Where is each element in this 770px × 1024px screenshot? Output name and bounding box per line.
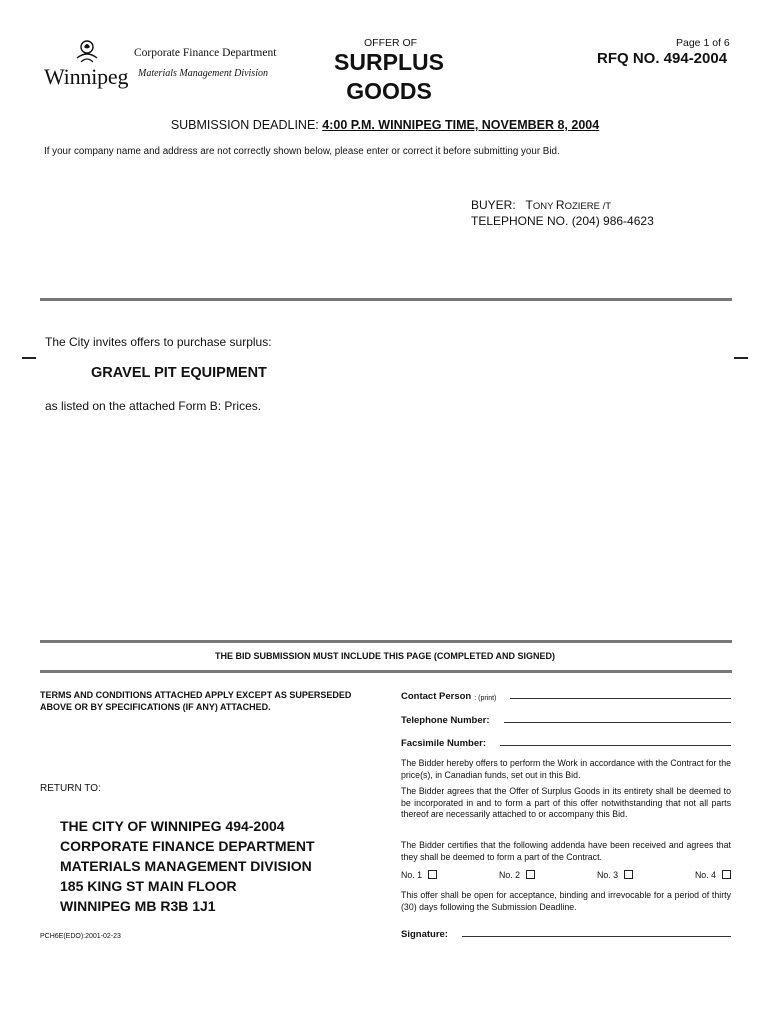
facsimile-number-input-line[interactable] bbox=[500, 745, 731, 746]
submission-deadline bbox=[0, 118, 770, 132]
addendum-label: No. 2 bbox=[498, 870, 521, 880]
return-address bbox=[60, 816, 315, 916]
contact-person-input-line[interactable] bbox=[510, 698, 731, 699]
buyer-name-t: T bbox=[525, 198, 533, 212]
buyer-name-r: R bbox=[555, 198, 565, 212]
page-number: Page 1 of 6 bbox=[676, 37, 730, 49]
contact-person-sub: : (print) bbox=[474, 695, 497, 702]
offer-of-label: OFFER OF bbox=[364, 37, 418, 49]
deadline-value: 4:00 P.M. WINNIPEG TIME, NOVEMBER 8, 2004 bbox=[322, 118, 600, 132]
telephone-number-label: Telephone Number: bbox=[401, 715, 490, 726]
signature-label: Signature: bbox=[401, 929, 448, 940]
listed-text: as listed on the attached Form B: Prices. bbox=[45, 399, 262, 413]
facsimile-number-field[interactable] bbox=[401, 735, 731, 749]
buyer-label: BUYER: bbox=[471, 198, 516, 212]
buyer-name-ony: ONY bbox=[532, 201, 556, 212]
divider-middle-lower bbox=[40, 670, 732, 673]
divider-middle-upper bbox=[40, 640, 732, 643]
instruction-text: If your company name and address are not correctly shown below, please enter or correct it before submitting your Bid. bbox=[44, 146, 560, 157]
item-title: GRAVEL PIT EQUIPMENT bbox=[91, 365, 267, 381]
return-to-label: RETURN TO: bbox=[40, 783, 101, 794]
fold-mark-left bbox=[22, 357, 36, 359]
bidder-offer-paragraph: The Bidder hereby offers to perform the Work in accordance with the Contract for the price(s), in Canadian funds, set out in this Bid. bbox=[401, 758, 731, 780]
winnipeg-logo-icon bbox=[72, 36, 102, 66]
addendum-label: No. 1 bbox=[401, 870, 423, 880]
addenda-checkboxes bbox=[401, 870, 731, 880]
contact-person-field[interactable] bbox=[401, 688, 731, 702]
bidder-addenda-paragraph: The Bidder certifies that the following addenda have been received and agrees that they shall be deemed to form a part of the Contract. bbox=[401, 840, 731, 862]
addendum-label: No. 4 bbox=[694, 870, 716, 880]
checkbox[interactable] bbox=[526, 870, 535, 879]
addendum-item[interactable] bbox=[499, 870, 535, 880]
must-include-notice: THE BID SUBMISSION MUST INCLUDE THIS PAGE (COMPLETED AND SIGNED) bbox=[214, 651, 555, 661]
form-code: PCH6E(EDO):2001-02-23 bbox=[40, 933, 121, 940]
addendum-item[interactable] bbox=[401, 870, 437, 880]
checkbox[interactable] bbox=[722, 870, 731, 879]
buyer-telephone: TELEPHONE NO. (204) 986-4623 bbox=[471, 214, 654, 228]
logo-text: Winnipeg bbox=[44, 64, 129, 89]
address-line: WINNIPEG MB R3B 1J1 bbox=[60, 898, 216, 914]
buyer-name-suffix: T bbox=[605, 201, 612, 212]
title-line-2: GOODS bbox=[346, 78, 432, 104]
irrevocable-offer-paragraph: This offer shall be open for acceptance, binding and irrevocable for a period of thirty (30) days following the Submission Deadline. bbox=[401, 890, 731, 912]
buyer-info bbox=[471, 198, 654, 229]
buyer-line bbox=[471, 198, 654, 214]
address-line: CORPORATE FINANCE DEPARTMENT bbox=[60, 838, 315, 854]
buyer-name-oziere: OZIERE / bbox=[564, 201, 606, 212]
bidder-agreement-paragraph: The Bidder agrees that the Offer of Surplus Goods in its entirety shall be deemed to be incorporated in and to form a part of this offer notwithstanding that not all parts thereof are necessarily attached to or accompany this Bid. bbox=[401, 786, 731, 819]
divider-top bbox=[40, 298, 732, 301]
rfq-number: RFQ NO. 494-2004 bbox=[597, 50, 728, 67]
telephone-number-field[interactable] bbox=[401, 712, 731, 726]
address-line: THE CITY OF WINNIPEG 494-2004 bbox=[60, 818, 285, 834]
checkbox[interactable] bbox=[428, 870, 437, 879]
division-name: Materials Management Division bbox=[138, 68, 268, 79]
signature-field[interactable] bbox=[401, 926, 731, 940]
fold-mark-right bbox=[734, 357, 748, 359]
contact-person-label: Contact Person bbox=[401, 691, 472, 702]
checkbox[interactable] bbox=[624, 870, 633, 879]
terms-notice: TERMS AND CONDITIONS ATTACHED APPLY EXCEPT AS SUPERSEDED ABOVE OR BY SPECIFICATIONS (IF ANY) ATTACHED. bbox=[40, 690, 352, 712]
department-name: Corporate Finance Department bbox=[134, 47, 277, 59]
invites-text: The City invites offers to purchase surplus: bbox=[45, 335, 272, 349]
address-line: MATERIALS MANAGEMENT DIVISION bbox=[60, 858, 312, 874]
address-line: 185 KING ST MAIN FLOOR bbox=[60, 878, 237, 894]
document-title bbox=[300, 48, 478, 106]
deadline-label: SUBMISSION DEADLINE: bbox=[170, 118, 319, 132]
facsimile-number-label: Facsimile Number: bbox=[401, 738, 486, 749]
addendum-item[interactable] bbox=[695, 870, 731, 880]
addendum-label: No. 3 bbox=[596, 870, 618, 880]
signature-input-line[interactable] bbox=[462, 936, 731, 937]
addendum-item[interactable] bbox=[597, 870, 633, 880]
title-line-1: SURPLUS bbox=[334, 49, 444, 75]
telephone-number-input-line[interactable] bbox=[504, 722, 732, 723]
